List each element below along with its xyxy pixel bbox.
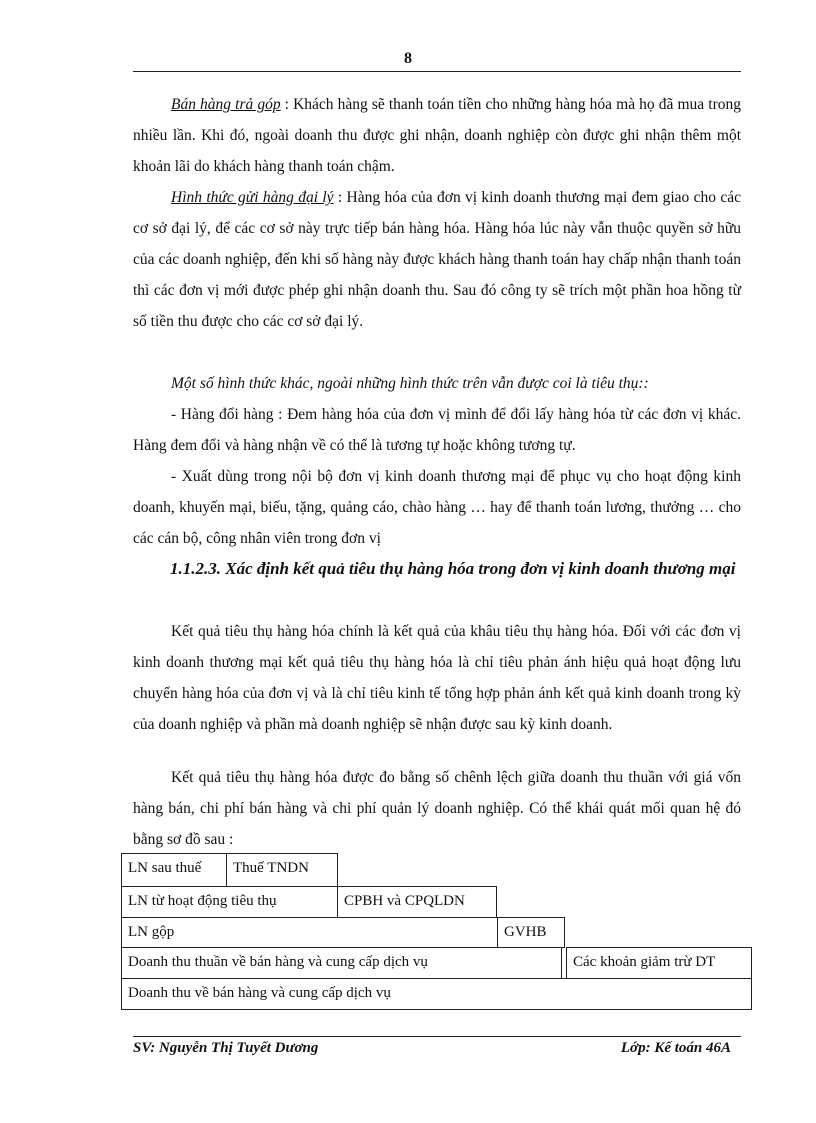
paragraph-barter: - Hàng đổi hàng : Đem hàng hóa của đơn vị mình để đổi lấy hàng hóa từ các đơn vị khác. Hàng đem đổi và hàng nhận về có thể là tương tự hoặc không tương tự.: [133, 406, 741, 454]
paragraph-installment-sales: [133, 89, 741, 182]
footer-student: SV: Nguyễn Thị Tuyết Dương: [133, 1040, 319, 1056]
cell-thue-tndn: Thuế TNDN: [226, 853, 338, 887]
paragraph-agency-consignment: [133, 182, 741, 337]
cell-gvhb: GVHB: [497, 917, 565, 948]
paragraph-measurement: Kết quả tiêu thụ hàng hóa được đo bằng số chênh lệch giữa doanh thu thuần với giá vốn hàng bán, chi phí bán hàng và chi phí quản lý doanh nghiệp. Có thể khái quát mối quan hệ đó bằng sơ đồ sau :: [133, 769, 741, 848]
page-number: 8: [404, 50, 412, 67]
paragraph-installment-sales-text: : Khách hàng sẽ thanh toán tiền cho những hàng hóa mà họ đã mua trong nhiều lần. Khi đó, ngoài doanh thu được ghi nhận, doanh nghiệp còn được ghi nhận thêm một khoản lãi do khách hàng thanh toán chậm.: [133, 96, 741, 175]
paragraph-internal-use: - Xuất dùng trong nội bộ đơn vị kinh doanh thương mại để phục vụ cho hoạt động kinh doanh, khuyến mại, biếu, tặng, quảng cáo, chào hàng … hay để thanh toán lương, thưởng … cho các cán bộ, công nhân viên trong đơn vị: [133, 468, 741, 547]
cell-dt-ban-hang: Doanh thu về bán hàng và cung cấp dịch vụ: [121, 978, 752, 1010]
section-heading: 1.1.2.3. Xác định kết quả tiêu thụ hàng hóa trong đơn vị kinh doanh thương mại: [170, 559, 736, 578]
footer-class: Lớp: Kế toán 46A: [620, 1040, 731, 1056]
cell-ln-sau-thue: LN sau thuế: [121, 853, 227, 887]
paragraph-agency-consignment-text: : Hàng hóa của đơn vị kinh doanh thương mại đem giao cho các cơ sở đại lý, để các cơ sở này trực tiếp bán hàng hóa. Hàng hóa lúc này vẫn thuộc quyền sở hữu của các doanh nghiệp, đến khi số hàng này được khách hàng thanh toán hay chấp nhận thanh toán thì các đơn vị mới được phép ghi nhận doanh thu. Sau đó công ty sẽ trích một phần hoa hồng từ số tiền thu được cho các cơ sở đại lý.: [133, 189, 741, 330]
footer-rule: [133, 1036, 741, 1037]
paragraph-other-forms: Một số hình thức khác, ngoài những hình thức trên vẫn được coi là tiêu thụ::: [171, 375, 649, 392]
header-rule: [133, 71, 741, 72]
term-agency-consignment: Hình thức gửi hàng đại lý: [171, 189, 334, 206]
cell-dt-thuan: Doanh thu thuần về bán hàng và cung cấp dịch vụ: [121, 947, 562, 979]
cell-giam-tru: Các khoản giảm trừ DT: [566, 947, 752, 979]
cell-ln-gop: LN gộp: [121, 917, 498, 948]
term-installment-sales: Bán hàng trả góp: [171, 96, 281, 113]
cell-ln-tieu-thu: LN từ hoạt động tiêu thụ: [121, 886, 338, 918]
cell-cpbh-cpqldn: CPBH và CPQLDN: [337, 886, 497, 918]
paragraph-sales-result: Kết quả tiêu thụ hàng hóa chính là kết quả của khâu tiêu thụ hàng hóa. Đối với các đơn vị kinh doanh thương mại kết quả tiêu thụ hàng hóa là chỉ tiêu phản ánh hiệu quả hoạt động lưu chuyển hàng hóa của đơn vị và là chỉ tiêu kinh tế tổng hợp phản ánh kết quả kinh doanh trong kỳ của doanh nghiệp và phần mà doanh nghiệp sẽ nhận được sau kỳ kinh doanh.: [133, 623, 741, 733]
